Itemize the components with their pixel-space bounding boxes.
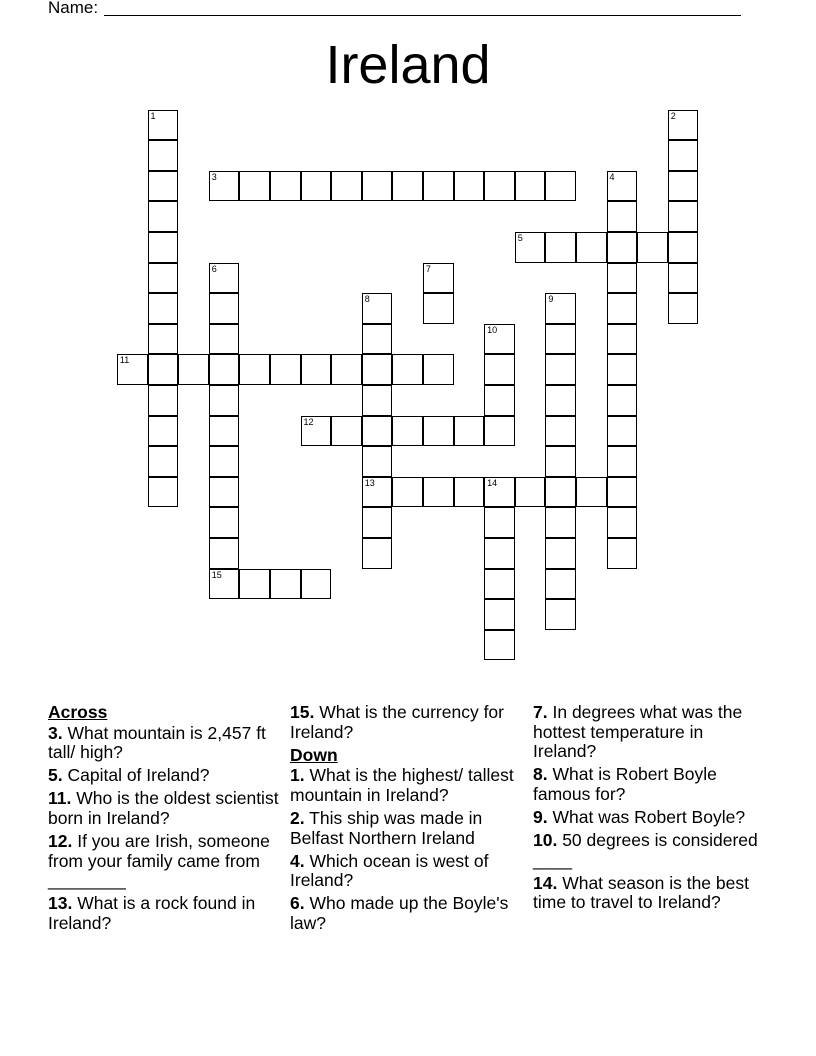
- clue-number: 4: [609, 171, 615, 182]
- grid-cell[interactable]: [270, 171, 301, 202]
- grid-cell[interactable]: [484, 354, 515, 385]
- grid-cell[interactable]: [607, 385, 638, 416]
- grid-cell[interactable]: [423, 354, 454, 385]
- grid-cell[interactable]: [607, 293, 638, 324]
- grid-cell[interactable]: [301, 354, 332, 385]
- grid-cell[interactable]: [607, 324, 638, 355]
- grid-cell[interactable]: [454, 477, 485, 508]
- clue-number: 5: [517, 232, 523, 243]
- grid-cell[interactable]: [209, 477, 240, 508]
- grid-cell[interactable]: [209, 293, 240, 324]
- grid-cell[interactable]: [117, 354, 148, 385]
- grid-cell[interactable]: [607, 354, 638, 385]
- grid-cell[interactable]: [301, 416, 332, 447]
- grid-cell[interactable]: [423, 477, 454, 508]
- clue-down-7: 7. In degrees what was the hottest temperature in Ireland?: [533, 702, 743, 762]
- clue-across-5: 5. Capital of Ireland?: [48, 765, 210, 786]
- grid-cell[interactable]: [545, 232, 576, 263]
- clue-down-2: 2. This ship was made in Belfast Northern Ireland: [290, 807, 483, 848]
- grid-cell[interactable]: [637, 232, 668, 263]
- grid-cell[interactable]: [209, 171, 240, 202]
- grid-cell[interactable]: [392, 354, 423, 385]
- grid-cell[interactable]: [607, 416, 638, 447]
- clue-down-9: 9. What was Robert Boyle?: [533, 806, 746, 827]
- grid-cell[interactable]: [270, 354, 301, 385]
- grid-cell[interactable]: [362, 416, 393, 447]
- clue-down-10: 10. 50 degrees is considered ____: [533, 830, 758, 870]
- grid-cell[interactable]: [576, 232, 607, 263]
- grid-cell[interactable]: [607, 507, 638, 538]
- grid-cell[interactable]: [545, 171, 576, 202]
- clue-number: 13: [364, 477, 375, 488]
- grid-cell[interactable]: [239, 171, 270, 202]
- grid-cell[interactable]: [148, 263, 179, 294]
- clues-column-3: [533, 703, 768, 916]
- grid-cell[interactable]: [301, 569, 332, 600]
- grid-cell[interactable]: [484, 630, 515, 661]
- grid-cell[interactable]: [454, 416, 485, 447]
- grid-cell[interactable]: [607, 538, 638, 569]
- grid-cell[interactable]: [668, 110, 699, 141]
- clues-column-2: [290, 703, 525, 937]
- grid-cell[interactable]: [423, 263, 454, 294]
- clue-number: 12: [303, 416, 314, 427]
- grid-cell[interactable]: [576, 477, 607, 508]
- clue-number: 15: [211, 569, 222, 580]
- grid-cell[interactable]: [362, 446, 393, 477]
- grid-cell[interactable]: [148, 201, 179, 232]
- grid-cell[interactable]: [148, 446, 179, 477]
- grid-cell[interactable]: [484, 477, 515, 508]
- clue-number: 8: [364, 294, 370, 305]
- grid-cell[interactable]: [301, 171, 332, 202]
- clue-across-13: 13. What is a rock found in Ireland?: [48, 893, 256, 933]
- grid-cell[interactable]: [392, 416, 423, 447]
- grid-cell[interactable]: [545, 324, 576, 355]
- grid-cell[interactable]: [362, 538, 393, 569]
- grid-cell[interactable]: [668, 263, 699, 294]
- grid-cell[interactable]: [515, 171, 546, 202]
- grid-cell[interactable]: [423, 416, 454, 447]
- clue-number: 10: [487, 324, 498, 335]
- across-heading: Across: [48, 702, 108, 722]
- grid-cell[interactable]: [209, 263, 240, 294]
- grid-cell[interactable]: [148, 110, 179, 141]
- clue-number: 1: [150, 110, 156, 121]
- grid-cell[interactable]: [668, 171, 699, 202]
- grid-cell[interactable]: [362, 324, 393, 355]
- grid-cell[interactable]: [484, 569, 515, 600]
- grid-cell[interactable]: [209, 416, 240, 447]
- grid-cell[interactable]: [668, 293, 699, 324]
- grid-cell[interactable]: [545, 293, 576, 324]
- clue-across-11: 11. Who is the oldest scientist born in Ireland?: [48, 788, 279, 828]
- grid-cell[interactable]: [209, 324, 240, 355]
- clue-number: 2: [670, 110, 676, 121]
- grid-cell[interactable]: [484, 538, 515, 569]
- grid-cell[interactable]: [545, 477, 576, 508]
- grid-cell[interactable]: [607, 477, 638, 508]
- grid-cell[interactable]: [392, 171, 423, 202]
- grid-cell[interactable]: [484, 599, 515, 630]
- grid-cell[interactable]: [484, 507, 515, 538]
- clue-number: 3: [211, 171, 217, 182]
- grid-cell[interactable]: [148, 324, 179, 355]
- clue-across-15: 15. What is the currency for Ireland?: [290, 702, 504, 742]
- grid-cell[interactable]: [209, 569, 240, 600]
- grid-cell[interactable]: [362, 171, 393, 202]
- name-label: Name:: [48, 0, 99, 17]
- grid-cell[interactable]: [607, 201, 638, 232]
- grid-cell[interactable]: [148, 385, 179, 416]
- grid-cell[interactable]: [545, 569, 576, 600]
- grid-cell[interactable]: [148, 171, 179, 202]
- grid-cell[interactable]: [484, 171, 515, 202]
- grid-cell[interactable]: [270, 569, 301, 600]
- grid-cell[interactable]: [545, 507, 576, 538]
- clue-down-14: 14. What season is the best time to travel to Ireland?: [533, 872, 749, 913]
- grid-cell[interactable]: [362, 354, 393, 385]
- grid-cell[interactable]: [668, 201, 699, 232]
- grid-cell[interactable]: [148, 416, 179, 447]
- clue-number: 11: [119, 355, 130, 366]
- grid-cell[interactable]: [239, 569, 270, 600]
- grid-cell[interactable]: [209, 385, 240, 416]
- grid-cell[interactable]: [515, 477, 546, 508]
- grid-cell[interactable]: [515, 232, 546, 263]
- grid-cell[interactable]: [545, 599, 576, 630]
- grid-cell[interactable]: [209, 446, 240, 477]
- grid-cell[interactable]: [484, 385, 515, 416]
- grid-cell[interactable]: [484, 416, 515, 447]
- grid-cell[interactable]: [545, 385, 576, 416]
- grid-cell[interactable]: [545, 354, 576, 385]
- grid-cell[interactable]: [148, 293, 179, 324]
- grid-cell[interactable]: [209, 538, 240, 569]
- grid-cell[interactable]: [239, 354, 270, 385]
- clue-number: 7: [425, 263, 431, 274]
- grid-cell[interactable]: [423, 293, 454, 324]
- grid-cell[interactable]: [392, 477, 423, 508]
- grid-cell[interactable]: [484, 324, 515, 355]
- grid-cell[interactable]: [668, 140, 699, 171]
- grid-cell[interactable]: [331, 171, 362, 202]
- grid-cell[interactable]: [148, 477, 179, 508]
- clue-number: 9: [548, 294, 554, 305]
- page-title: Ireland: [325, 35, 491, 95]
- grid-cell[interactable]: [148, 232, 179, 263]
- clues-column-1: [48, 703, 280, 937]
- grid-cell[interactable]: [545, 446, 576, 477]
- grid-cell[interactable]: [362, 385, 393, 416]
- grid-cell[interactable]: [331, 354, 362, 385]
- clue-number: 6: [211, 263, 217, 274]
- clue-across-12: 12. If you are Irish, someone from your family came from ________: [48, 831, 270, 891]
- grid-cell[interactable]: [148, 354, 179, 385]
- grid-cell[interactable]: [331, 416, 362, 447]
- grid-cell[interactable]: [607, 446, 638, 477]
- grid-cell[interactable]: [148, 140, 179, 171]
- grid-cell[interactable]: [607, 232, 638, 263]
- clue-down-4: 4. Which ocean is west of Ireland?: [290, 850, 489, 891]
- grid-cell[interactable]: [362, 293, 393, 324]
- grid-cell[interactable]: [607, 263, 638, 294]
- clue-number: 14: [487, 477, 498, 488]
- grid-cell[interactable]: [209, 507, 240, 538]
- clue-down-6: 6. Who made up the Boyle's law?: [290, 893, 509, 933]
- grid-cell[interactable]: [178, 354, 209, 385]
- grid-cell[interactable]: [362, 477, 393, 508]
- grid-cell[interactable]: [545, 538, 576, 569]
- grid-cell[interactable]: [209, 354, 240, 385]
- clue-down-1: 1. What is the highest/ tallest mountain in Ireland?: [290, 765, 514, 805]
- grid-cell[interactable]: [668, 232, 699, 263]
- down-heading: Down: [290, 744, 338, 765]
- clue-across-3: 3. What mountain is 2,457 ft tall/ high?: [48, 722, 266, 763]
- grid-cell[interactable]: [607, 171, 638, 202]
- grid-cell[interactable]: [423, 171, 454, 202]
- clue-down-8: 8. What is Robert Boyle famous for?: [533, 764, 717, 804]
- grid-cell[interactable]: [362, 507, 393, 538]
- grid-cell[interactable]: [454, 171, 485, 202]
- grid-cell[interactable]: [545, 416, 576, 447]
